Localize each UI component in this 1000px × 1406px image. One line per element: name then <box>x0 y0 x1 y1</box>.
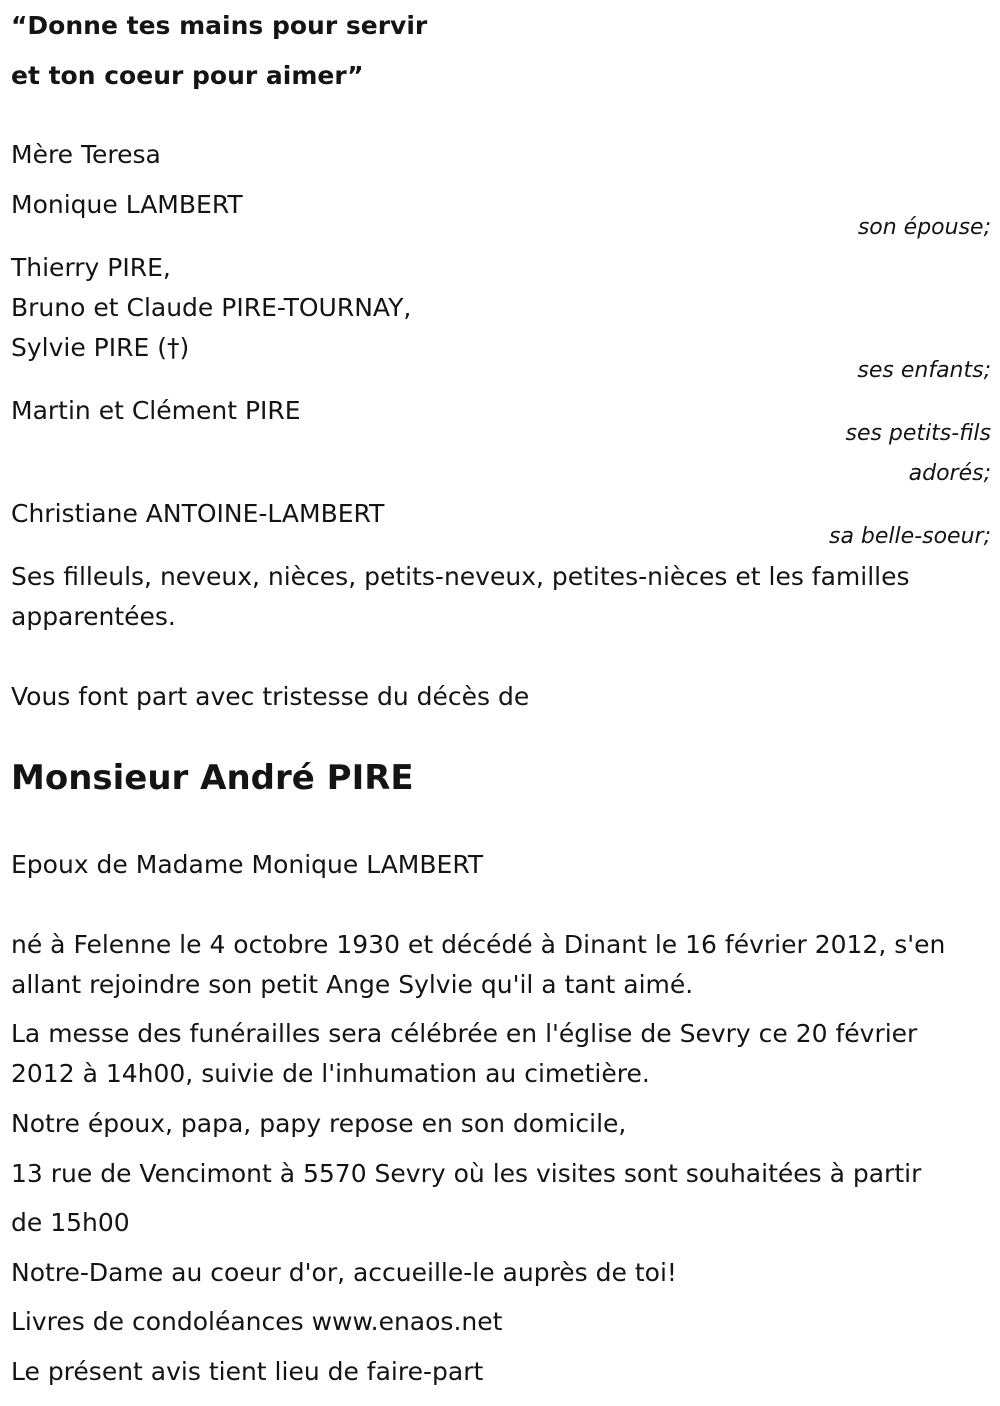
rest-line-2: 13 rue de Vencimont à 5570 Sevry où les visites sont souhaitées à partir <box>11 1159 922 1188</box>
birth-death-details: né à Felenne le 4 octobre 1930 et décédé à Dinant le 16 février 2012, s'en allant rejoindre son petit Ange Sylvie qu'il a tant aimé. <box>11 930 946 999</box>
deceased-name: Monsieur André PIRE <box>11 758 414 798</box>
funeral-details: La messe des funérailles sera célébrée en l'église de Sevry ce 20 février 2012 à 14h00, suivie de l'inhumation au cimetière. <box>11 1019 918 1088</box>
child-3: Sylvie PIRE (†) <box>11 333 190 362</box>
prayer: Notre-Dame au coeur d'or, accueille-le auprès de toi! <box>11 1258 677 1287</box>
quote-line-1: “Donne tes mains pour servir <box>11 11 428 40</box>
spouse-of: Epoux de Madame Monique LAMBERT <box>11 850 484 879</box>
grandchildren-role-line-1: ses petits-fils <box>845 421 991 446</box>
grandchildren-name: Martin et Clément PIRE <box>11 396 301 425</box>
child-2: Bruno et Claude PIRE-TOURNAY, <box>11 293 412 322</box>
spouse-role: son épouse; <box>857 215 991 240</box>
rest-line-3: de 15h00 <box>11 1208 130 1237</box>
sister-in-law-role: sa belle-soeur; <box>829 524 991 549</box>
grandchildren-role-line-2: adorés; <box>908 461 991 486</box>
child-1: Thierry PIRE, <box>11 253 171 282</box>
children-role: ses enfants; <box>857 358 991 383</box>
extended-family: Ses filleuls, neveux, nièces, petits-neveux, petites-nièces et les familles apparentées. <box>11 562 910 631</box>
sister-in-law-name: Christiane ANTOINE-LAMBERT <box>11 499 385 528</box>
quote-author: Mère Teresa <box>11 140 161 169</box>
rest-line-1: Notre époux, papa, papy repose en son domicile, <box>11 1109 627 1138</box>
spouse-name: Monique LAMBERT <box>11 190 243 219</box>
announcement-intro: Vous font part avec tristesse du décès de <box>11 682 530 711</box>
condolences: Livres de condoléances www.enaos.net <box>11 1307 503 1336</box>
quote-line-2: et ton coeur pour aimer” <box>11 61 364 90</box>
notice: Le présent avis tient lieu de faire-part <box>11 1357 484 1386</box>
